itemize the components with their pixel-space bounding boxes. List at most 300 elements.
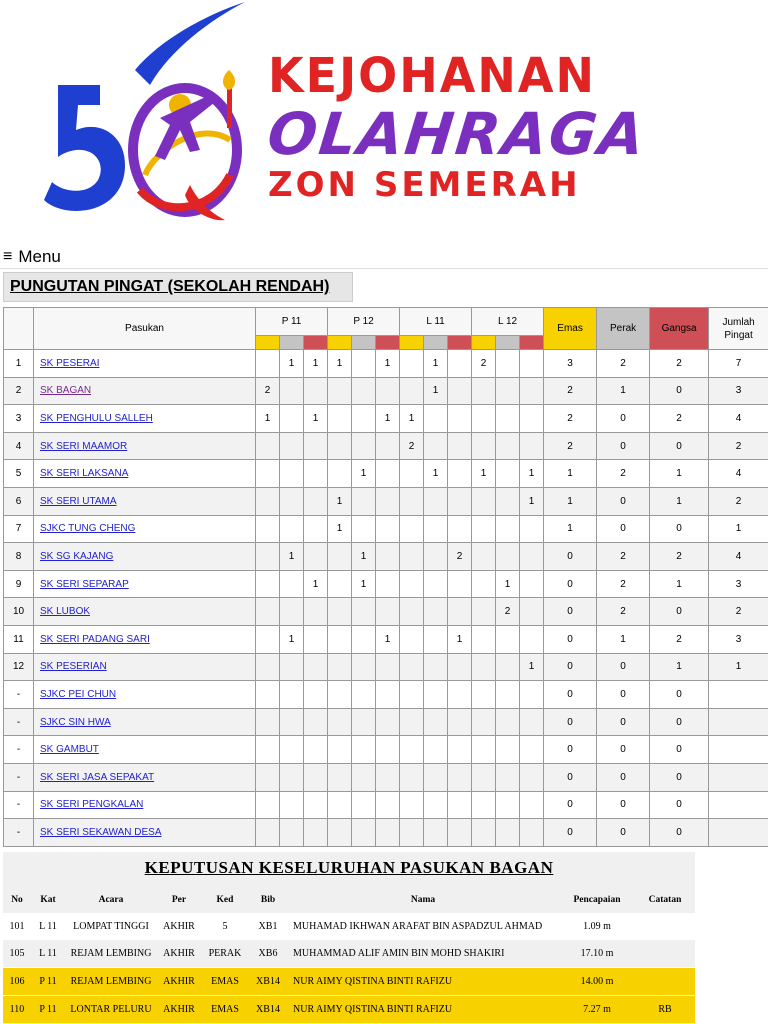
team-link[interactable]: SJKC SIN HWA bbox=[40, 716, 111, 728]
medal-count-cell bbox=[328, 598, 352, 626]
perak-cell: 1 bbox=[597, 625, 650, 653]
team-link[interactable]: SK PENGHULU SALLEH bbox=[40, 412, 153, 424]
medal-count-cell: 1 bbox=[424, 377, 448, 405]
result-bib-cell: XB1 bbox=[249, 913, 287, 940]
emas-cell: 1 bbox=[544, 460, 597, 488]
medal-count-cell bbox=[496, 543, 520, 571]
medal-count-cell bbox=[520, 625, 544, 653]
table-row bbox=[4, 625, 768, 653]
jumlah-cell: 1 bbox=[709, 515, 768, 543]
medal-count-cell bbox=[400, 681, 424, 709]
medal-count-cell bbox=[520, 432, 544, 460]
bronze-swatch bbox=[304, 336, 328, 350]
team-link[interactable]: SK SERI MAAMOR bbox=[40, 440, 128, 452]
medal-count-cell bbox=[328, 625, 352, 653]
result-nama-cell: MUHAMMAD ALIF AMIN BIN MOHD SHAKIRI bbox=[287, 940, 559, 968]
result-bib-cell: XB6 bbox=[249, 940, 287, 968]
rank-cell: - bbox=[4, 681, 34, 709]
medal-count-cell: 1 bbox=[424, 350, 448, 378]
result-pencapaian-cell: 17.10 m bbox=[559, 940, 635, 968]
medal-count-cell bbox=[448, 736, 472, 764]
medal-count-cell bbox=[376, 598, 400, 626]
team-link[interactable]: SK SERI SEKAWAN DESA bbox=[40, 826, 162, 838]
medal-count-cell bbox=[520, 377, 544, 405]
team-link[interactable]: SK SERI LAKSANA bbox=[40, 468, 129, 480]
medal-count-cell bbox=[256, 653, 280, 681]
gangsa-cell: 2 bbox=[650, 625, 709, 653]
medal-count-cell bbox=[352, 515, 376, 543]
medal-count-cell bbox=[496, 350, 520, 378]
table-row bbox=[4, 460, 768, 488]
result-per-cell: AKHIR bbox=[157, 968, 201, 996]
medal-count-cell bbox=[376, 763, 400, 791]
medal-count-cell: 1 bbox=[496, 570, 520, 598]
perak-cell: 0 bbox=[597, 515, 650, 543]
table-row bbox=[4, 515, 768, 543]
medal-count-cell bbox=[280, 819, 304, 847]
rank-cell: 3 bbox=[4, 405, 34, 433]
medal-count-cell bbox=[304, 681, 328, 709]
medal-count-cell bbox=[328, 543, 352, 571]
medal-count-cell: 2 bbox=[448, 543, 472, 571]
medal-count-cell bbox=[280, 653, 304, 681]
medal-count-cell bbox=[424, 598, 448, 626]
medal-count-cell bbox=[472, 487, 496, 515]
medal-count-cell bbox=[352, 681, 376, 709]
result-pencapaian-cell: 14.00 m bbox=[559, 968, 635, 996]
result-kat-cell: P 11 bbox=[31, 996, 65, 1024]
perak-cell: 0 bbox=[597, 763, 650, 791]
team-link[interactable]: SK SERI PADANG SARI bbox=[40, 633, 150, 645]
medal-count-cell bbox=[400, 377, 424, 405]
rank-header bbox=[4, 308, 34, 350]
jumlah-cell bbox=[709, 708, 768, 736]
col-no: No bbox=[11, 895, 23, 905]
medal-count-cell bbox=[352, 763, 376, 791]
team-name-cell bbox=[34, 487, 256, 515]
table-row bbox=[4, 487, 768, 515]
team-link[interactable]: SK LUBOK bbox=[40, 606, 91, 618]
medal-count-cell bbox=[352, 736, 376, 764]
medal-count-cell: 1 bbox=[472, 460, 496, 488]
rank-cell: 7 bbox=[4, 515, 34, 543]
medal-count-cell bbox=[424, 625, 448, 653]
medal-count-cell bbox=[496, 736, 520, 764]
rank-cell: 10 bbox=[4, 598, 34, 626]
medal-count-cell bbox=[400, 570, 424, 598]
jumlah-header: Jumlah Pingat bbox=[709, 308, 768, 350]
jumlah-cell: 7 bbox=[709, 350, 768, 378]
medal-count-cell bbox=[448, 681, 472, 709]
gangsa-cell: 1 bbox=[650, 487, 709, 515]
perak-cell: 2 bbox=[597, 543, 650, 571]
medal-count-cell bbox=[352, 653, 376, 681]
medal-count-cell bbox=[472, 598, 496, 626]
jumlah-cell: 3 bbox=[709, 570, 768, 598]
medal-count-cell bbox=[376, 791, 400, 819]
result-no-cell: 106 bbox=[3, 968, 31, 996]
medal-count-cell bbox=[304, 791, 328, 819]
rank-cell: - bbox=[4, 819, 34, 847]
menu-label: Menu bbox=[18, 247, 61, 266]
medal-count-cell bbox=[496, 377, 520, 405]
perak-cell: 0 bbox=[597, 653, 650, 681]
team-results-panel bbox=[3, 852, 695, 1024]
rank-cell: 2 bbox=[4, 377, 34, 405]
medal-count-cell: 2 bbox=[256, 377, 280, 405]
gangsa-cell: 0 bbox=[650, 377, 709, 405]
medal-count-cell bbox=[472, 625, 496, 653]
result-ked-cell: EMAS bbox=[201, 996, 249, 1024]
medal-count-cell bbox=[352, 405, 376, 433]
team-link[interactable]: SJKC PEI CHUN bbox=[40, 688, 117, 700]
medal-count-cell bbox=[400, 819, 424, 847]
medal-count-cell bbox=[304, 432, 328, 460]
perak-cell: 0 bbox=[597, 681, 650, 709]
medal-count-cell bbox=[304, 515, 328, 543]
results-header-row bbox=[3, 887, 695, 913]
medal-count-cell bbox=[400, 598, 424, 626]
emas-cell: 2 bbox=[544, 377, 597, 405]
medal-count-cell: 1 bbox=[352, 543, 376, 571]
medal-count-cell bbox=[328, 653, 352, 681]
perak-cell: 1 bbox=[597, 377, 650, 405]
medal-count-cell bbox=[400, 708, 424, 736]
medal-count-cell bbox=[424, 405, 448, 433]
team-name-cell bbox=[34, 570, 256, 598]
team-link[interactable]: SK SG KAJANG bbox=[40, 550, 114, 562]
medal-count-cell: 1 bbox=[400, 405, 424, 433]
medal-count-cell bbox=[352, 598, 376, 626]
silver-swatch bbox=[352, 336, 376, 350]
result-catatan-cell bbox=[635, 940, 695, 968]
medal-count-cell: 1 bbox=[520, 653, 544, 681]
gangsa-cell: 0 bbox=[650, 763, 709, 791]
table-row bbox=[4, 598, 768, 626]
result-nama-cell: MUHAMAD IKHWAN ARAFAT BIN ASPADZUL AHMAD bbox=[287, 913, 559, 940]
medal-count-cell bbox=[472, 432, 496, 460]
medal-count-cell: 2 bbox=[400, 432, 424, 460]
medal-count-cell bbox=[280, 515, 304, 543]
result-catatan-cell bbox=[635, 968, 695, 996]
medal-count-cell bbox=[424, 791, 448, 819]
medal-count-cell bbox=[424, 543, 448, 571]
medal-count-cell bbox=[472, 543, 496, 571]
medal-count-cell bbox=[520, 708, 544, 736]
medal-count-cell bbox=[400, 625, 424, 653]
gangsa-cell: 0 bbox=[650, 791, 709, 819]
jumlah-cell: 1 bbox=[709, 653, 768, 681]
medal-count-cell bbox=[280, 763, 304, 791]
medal-count-cell: 1 bbox=[304, 405, 328, 433]
medal-count-cell bbox=[256, 460, 280, 488]
medal-count-cell bbox=[472, 681, 496, 709]
medal-count-cell bbox=[256, 543, 280, 571]
medal-count-cell bbox=[304, 625, 328, 653]
rank-cell: 1 bbox=[4, 350, 34, 378]
medal-count-cell bbox=[280, 487, 304, 515]
medal-count-cell bbox=[520, 763, 544, 791]
medal-count-cell bbox=[400, 460, 424, 488]
perak-cell: 0 bbox=[597, 791, 650, 819]
medal-count-cell bbox=[400, 350, 424, 378]
emas-cell: 0 bbox=[544, 736, 597, 764]
medal-count-cell bbox=[328, 736, 352, 764]
team-name-cell bbox=[34, 736, 256, 764]
perak-cell: 0 bbox=[597, 432, 650, 460]
rank-cell: - bbox=[4, 763, 34, 791]
medal-count-cell: 1 bbox=[328, 515, 352, 543]
medal-count-cell bbox=[328, 570, 352, 598]
medal-count-cell bbox=[472, 763, 496, 791]
rank-cell: 5 bbox=[4, 460, 34, 488]
gold-swatch bbox=[256, 336, 280, 350]
medal-count-cell bbox=[448, 515, 472, 543]
medal-count-cell: 1 bbox=[376, 405, 400, 433]
medal-count-cell bbox=[448, 432, 472, 460]
medal-count-cell: 1 bbox=[280, 350, 304, 378]
team-name-cell bbox=[34, 377, 256, 405]
team-name-cell bbox=[34, 708, 256, 736]
medal-count-cell bbox=[424, 432, 448, 460]
medal-count-cell: 1 bbox=[448, 625, 472, 653]
medal-count-cell bbox=[280, 736, 304, 764]
medal-count-cell bbox=[472, 708, 496, 736]
medal-count-cell: 1 bbox=[376, 625, 400, 653]
emas-cell: 0 bbox=[544, 625, 597, 653]
team-name-cell bbox=[34, 460, 256, 488]
medal-count-cell bbox=[496, 432, 520, 460]
result-per-cell: AKHIR bbox=[157, 940, 201, 968]
medal-count-cell bbox=[424, 515, 448, 543]
table-row bbox=[4, 819, 768, 847]
result-kat-cell: P 11 bbox=[31, 968, 65, 996]
emas-cell: 0 bbox=[544, 708, 597, 736]
team-name-cell bbox=[34, 405, 256, 433]
medal-count-cell bbox=[256, 515, 280, 543]
medal-count-cell bbox=[376, 460, 400, 488]
medal-count-cell bbox=[352, 432, 376, 460]
group-header-l11: L 11 bbox=[400, 308, 472, 336]
gangsa-cell: 0 bbox=[650, 708, 709, 736]
banner-title-line3: ZON SEMERAH bbox=[268, 165, 581, 205]
table-row bbox=[3, 996, 695, 1024]
emas-cell: 0 bbox=[544, 791, 597, 819]
medal-count-cell bbox=[496, 791, 520, 819]
medal-count-cell bbox=[376, 819, 400, 847]
medal-count-cell bbox=[496, 405, 520, 433]
medal-count-cell bbox=[448, 763, 472, 791]
rank-cell: - bbox=[4, 736, 34, 764]
medal-count-cell bbox=[352, 625, 376, 653]
medal-count-cell: 1 bbox=[352, 570, 376, 598]
emas-cell: 0 bbox=[544, 543, 597, 571]
team-name-cell bbox=[34, 763, 256, 791]
medal-count-cell bbox=[328, 432, 352, 460]
medal-count-cell bbox=[472, 653, 496, 681]
rank-cell: 11 bbox=[4, 625, 34, 653]
menu-divider bbox=[0, 268, 768, 269]
medal-count-cell bbox=[256, 625, 280, 653]
result-nama-cell: NUR AIMY QISTINA BINTI RAFIZU bbox=[287, 968, 559, 996]
medal-count-cell bbox=[328, 819, 352, 847]
gangsa-cell: 0 bbox=[650, 819, 709, 847]
result-pencapaian-cell: 7.27 m bbox=[559, 996, 635, 1024]
medal-count-cell bbox=[472, 819, 496, 847]
team-link[interactable]: SJKC TUNG CHENG bbox=[40, 523, 136, 535]
result-no-cell: 110 bbox=[3, 996, 31, 1024]
medal-count-cell bbox=[520, 791, 544, 819]
table-row bbox=[4, 681, 768, 709]
result-kat-cell: L 11 bbox=[31, 940, 65, 968]
pasukan-header: Pasukan bbox=[34, 308, 256, 350]
medal-count-cell bbox=[448, 377, 472, 405]
team-link[interactable]: SK BAGAN bbox=[40, 385, 92, 397]
medal-count-cell bbox=[472, 791, 496, 819]
table-row bbox=[4, 653, 768, 681]
medal-count-cell bbox=[256, 791, 280, 819]
medal-count-cell bbox=[496, 487, 520, 515]
rank-cell: 9 bbox=[4, 570, 34, 598]
medal-count-cell bbox=[424, 570, 448, 598]
team-name-cell bbox=[34, 350, 256, 378]
group-header-p11: P 11 bbox=[256, 308, 328, 336]
table-row bbox=[4, 432, 768, 460]
medal-count-cell bbox=[256, 432, 280, 460]
medal-count-cell bbox=[400, 763, 424, 791]
table-row bbox=[4, 570, 768, 598]
medal-count-cell bbox=[352, 708, 376, 736]
table-row bbox=[4, 350, 768, 378]
gangsa-cell: 0 bbox=[650, 681, 709, 709]
team-name-cell bbox=[34, 625, 256, 653]
hamburger-icon: ≡ bbox=[3, 248, 13, 265]
medal-count-cell bbox=[256, 708, 280, 736]
medal-count-cell: 2 bbox=[472, 350, 496, 378]
medal-header-row bbox=[4, 308, 768, 336]
jumlah-cell: 2 bbox=[709, 432, 768, 460]
medal-count-cell bbox=[424, 681, 448, 709]
col-per: Per bbox=[171, 895, 187, 905]
team-link[interactable]: SK SERI UTAMA bbox=[40, 495, 117, 507]
medal-tally-heading bbox=[3, 272, 353, 302]
medal-count-cell bbox=[376, 487, 400, 515]
table-row bbox=[3, 913, 695, 940]
result-per-cell: AKHIR bbox=[157, 913, 201, 940]
team-link[interactable]: SK PESERIAN bbox=[40, 661, 107, 673]
table-row bbox=[3, 940, 695, 968]
medal-count-cell bbox=[520, 598, 544, 626]
table-row bbox=[3, 968, 695, 996]
emas-cell: 2 bbox=[544, 405, 597, 433]
medal-count-cell bbox=[256, 350, 280, 378]
medal-count-cell bbox=[520, 681, 544, 709]
medal-count-cell bbox=[496, 708, 520, 736]
medal-count-cell bbox=[376, 432, 400, 460]
result-bib-cell: XB14 bbox=[249, 996, 287, 1024]
medal-count-cell bbox=[280, 377, 304, 405]
rank-cell: 4 bbox=[4, 432, 34, 460]
medal-count-cell bbox=[448, 350, 472, 378]
jumlah-cell bbox=[709, 819, 768, 847]
medal-count-cell bbox=[520, 350, 544, 378]
medal-count-cell bbox=[328, 460, 352, 488]
gangsa-cell: 2 bbox=[650, 543, 709, 571]
table-row bbox=[4, 377, 768, 405]
emas-cell: 0 bbox=[544, 763, 597, 791]
medal-count-cell bbox=[280, 708, 304, 736]
medal-count-cell bbox=[256, 487, 280, 515]
gangsa-cell: 2 bbox=[650, 350, 709, 378]
result-per-cell: AKHIR bbox=[157, 996, 201, 1024]
rank-cell: - bbox=[4, 708, 34, 736]
team-link[interactable]: SK PESERAI bbox=[40, 357, 100, 369]
emas-header: Emas bbox=[544, 308, 597, 350]
event-banner bbox=[0, 0, 768, 240]
gangsa-cell: 0 bbox=[650, 736, 709, 764]
medal-count-cell bbox=[376, 681, 400, 709]
team-link[interactable]: SK SERI SEPARAP bbox=[40, 578, 129, 590]
col-pencapaian: Pencapaian bbox=[573, 895, 621, 905]
medal-count-cell bbox=[424, 708, 448, 736]
medal-count-cell: 2 bbox=[496, 598, 520, 626]
team-link[interactable]: SK GAMBUT bbox=[40, 744, 99, 756]
medal-count-cell bbox=[424, 819, 448, 847]
col-acara: Acara bbox=[98, 895, 124, 905]
perak-cell: 0 bbox=[597, 405, 650, 433]
result-ked-cell: PERAK bbox=[201, 940, 249, 968]
team-name-cell bbox=[34, 681, 256, 709]
jumlah-cell: 2 bbox=[709, 487, 768, 515]
result-acara-cell: REJAM LEMBING bbox=[65, 968, 157, 996]
medal-count-cell bbox=[376, 653, 400, 681]
medal-count-cell bbox=[496, 681, 520, 709]
medal-count-cell: 1 bbox=[520, 460, 544, 488]
result-kat-cell: L 11 bbox=[31, 913, 65, 940]
col-ked: Ked bbox=[216, 895, 234, 905]
medal-count-cell: 1 bbox=[280, 543, 304, 571]
medal-count-cell bbox=[448, 598, 472, 626]
medal-count-cell bbox=[376, 736, 400, 764]
perak-cell: 2 bbox=[597, 598, 650, 626]
medal-count-cell bbox=[400, 543, 424, 571]
gangsa-cell: 1 bbox=[650, 653, 709, 681]
medal-count-cell bbox=[304, 598, 328, 626]
team-link[interactable]: SK SERI JASA SEPAKAT bbox=[40, 771, 155, 783]
team-name-cell bbox=[34, 791, 256, 819]
gangsa-cell: 2 bbox=[650, 405, 709, 433]
medal-count-cell bbox=[496, 763, 520, 791]
perak-cell: 2 bbox=[597, 460, 650, 488]
gangsa-cell: 0 bbox=[650, 515, 709, 543]
medal-count-cell bbox=[352, 487, 376, 515]
emas-cell: 1 bbox=[544, 515, 597, 543]
medal-count-cell: 1 bbox=[424, 460, 448, 488]
medal-count-cell bbox=[256, 819, 280, 847]
medal-count-cell bbox=[400, 653, 424, 681]
medal-count-cell bbox=[376, 515, 400, 543]
medal-count-cell bbox=[448, 791, 472, 819]
medal-count-cell bbox=[472, 736, 496, 764]
gold-swatch bbox=[472, 336, 496, 350]
menu-toggle[interactable] bbox=[0, 246, 61, 268]
jumlah-cell: 2 bbox=[709, 598, 768, 626]
medal-count-cell bbox=[496, 819, 520, 847]
team-link[interactable]: SK SERI PENGKALAN bbox=[40, 799, 144, 811]
jumlah-cell: 3 bbox=[709, 377, 768, 405]
result-pencapaian-cell: 1.09 m bbox=[559, 913, 635, 940]
medal-count-cell bbox=[376, 708, 400, 736]
